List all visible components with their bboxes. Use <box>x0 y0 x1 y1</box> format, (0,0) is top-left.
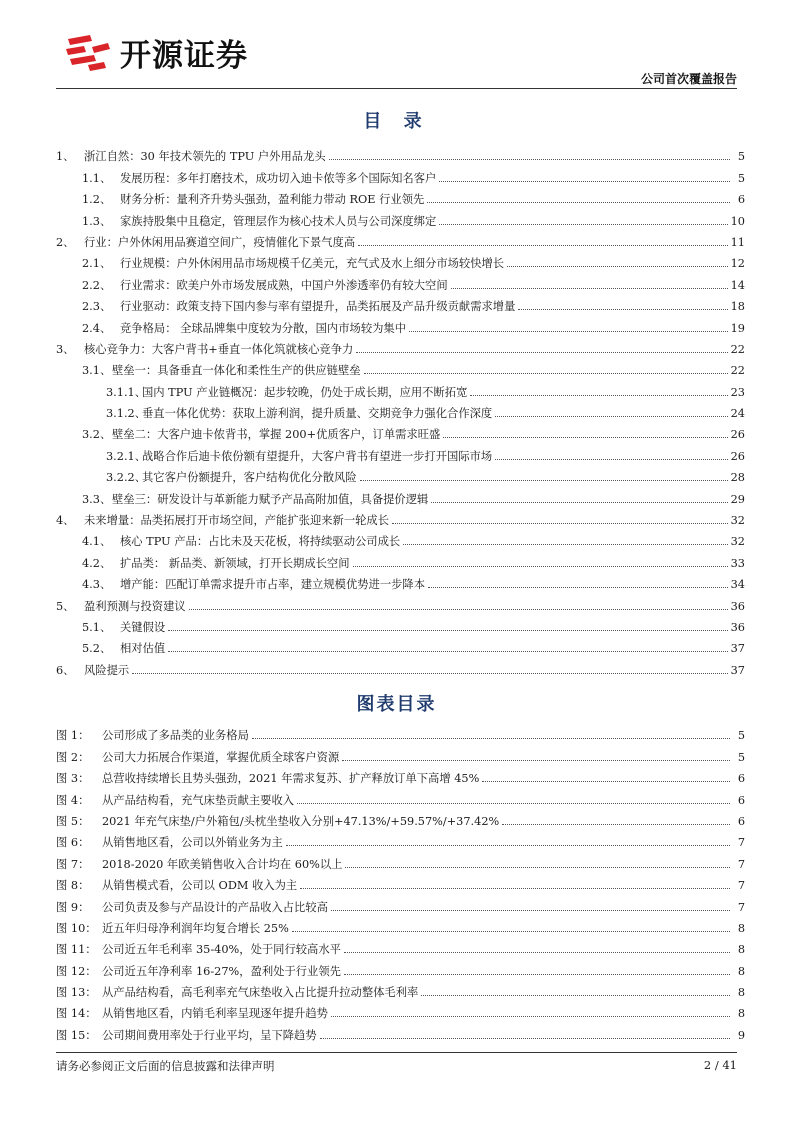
figure-entry-leader-dots <box>252 738 730 739</box>
toc-entry[interactable] <box>56 186 745 207</box>
toc-entry-num: 2、 <box>56 235 75 249</box>
report-type-label: 公司首次覆盖报告 <box>640 72 737 86</box>
toc-entry-leader-dots <box>168 630 727 631</box>
toc-entry-num: 3.1、 <box>82 364 112 378</box>
toc-entry-title: 其它客户份额提升，客户结构优化分散风险 <box>142 471 357 485</box>
toc-entry-page: 22 <box>730 342 745 356</box>
figure-entry-page: 8 <box>737 943 745 957</box>
toc-entry-num: 2.3、 <box>82 300 112 314</box>
figure-entry-page: 9 <box>737 1028 745 1042</box>
toc-entry-page: 32 <box>730 535 745 549</box>
toc-entry-num: 5.1、 <box>82 620 112 634</box>
footer-divider <box>56 1052 737 1053</box>
figure-entry[interactable] <box>56 957 745 978</box>
figure-entry-page: 7 <box>737 879 745 893</box>
toc-entry-leader-dots <box>329 159 730 160</box>
toc-entry-leader-dots <box>451 288 728 289</box>
toc-entry[interactable] <box>56 464 745 485</box>
figure-entry-title: 公司大力拓展合作渠道，掌握优质全球客户资源 <box>102 750 340 764</box>
toc-entry[interactable] <box>56 656 745 677</box>
toc-entry-num: 3.1.1、 <box>106 385 147 399</box>
toc-entry-page: 14 <box>730 278 745 292</box>
toc-entry[interactable] <box>56 549 745 570</box>
figure-entry-num: 图 2： <box>56 750 90 764</box>
toc-entry-leader-dots <box>358 245 727 246</box>
figure-entry-title: 近五年归母净利润年均复合增长 25% <box>102 921 289 935</box>
toc-entry-page: 23 <box>730 385 745 399</box>
figure-entry-leader-dots <box>344 974 730 975</box>
toc-entry-page: 28 <box>730 471 745 485</box>
toc-entry-leader-dots <box>470 395 727 396</box>
toc-entry-title: 扩品类： 新品类、新领域，打开长期成长空间 <box>120 556 350 570</box>
toc-entry-num: 4、 <box>56 514 75 528</box>
figure-entry-page: 8 <box>737 986 745 1000</box>
toc-entry-title: 壁垒二：大客户迪卡侬背书，掌握 200+优质客户，订单需求旺盛 <box>112 428 441 442</box>
toc-entry[interactable] <box>56 336 745 357</box>
toc-entry[interactable] <box>56 485 745 506</box>
toc-entry-title: 壁垒一：具备垂直一体化和柔性生产的供应链壁垒 <box>112 364 361 378</box>
toc-entry-num: 1、 <box>56 150 75 164</box>
toc-entry-leader-dots <box>427 202 730 203</box>
toc-entry-title: 核心竞争力：大客户背书+垂直一体化筑就核心竞争力 <box>84 342 354 356</box>
toc-entry-page: 10 <box>730 214 745 228</box>
toc-entry-leader-dots <box>409 331 728 332</box>
toc-entry-page: 24 <box>730 407 745 421</box>
figure-entry[interactable] <box>56 915 745 936</box>
brand-name: 开源证券 <box>120 38 248 74</box>
toc-entry-leader-dots <box>518 309 727 310</box>
figure-entry-title: 公司近五年净利率 16-27%，盈利处于行业领先 <box>102 964 341 978</box>
toc-entry[interactable] <box>56 400 745 421</box>
toc-entry-num: 5.2、 <box>82 642 112 656</box>
toc-entry-num: 4.2、 <box>82 556 112 570</box>
toc-entry-title: 未来增量：品类拓展打开市场空间，产能扩张迎来新一轮成长 <box>84 514 390 528</box>
toc-entry[interactable] <box>56 592 745 613</box>
toc-entry-page: 34 <box>730 578 745 592</box>
figure-entry-page: 8 <box>737 964 745 978</box>
figure-entry-page: 5 <box>737 750 745 764</box>
toc-entry-num: 2.4、 <box>82 321 112 335</box>
toc-entry-title: 行业驱动：政策支持下国内参与率有望提升，品类拓展及产品升级贡献需求增量 <box>120 300 516 314</box>
figure-entry-num: 图 5： <box>56 814 90 828</box>
toc-entry-title: 关键假设 <box>120 620 166 634</box>
toc-entry-title: 国内 TPU 产业链概况：起步较晚，仍处于成长期，应用不断拓宽 <box>142 385 468 399</box>
toc-entry-num: 3.3、 <box>82 492 112 506</box>
toc-entry-leader-dots <box>364 373 728 374</box>
page-indicator: 2 / 41 <box>703 1058 737 1072</box>
figure-entry-num: 图 8： <box>56 879 90 893</box>
figure-entry-num: 图 12： <box>56 964 97 978</box>
toc-entry[interactable] <box>56 143 745 164</box>
toc-entry-title: 行业需求：欧美户外市场发展成熟，中国户外渗透率仍有较大空间 <box>120 278 448 292</box>
toc-entry-leader-dots <box>507 266 728 267</box>
toc-entry-page: 5 <box>737 150 745 164</box>
toc-entry-title: 核心 TPU 产品：占比未及天花板，将持续驱动公司成长 <box>120 535 401 549</box>
figure-entry-num: 图 7： <box>56 857 90 871</box>
toc-entry[interactable] <box>56 421 745 442</box>
figure-entry[interactable] <box>56 808 745 829</box>
toc-entry-page: 18 <box>730 300 745 314</box>
brand-logo <box>64 30 248 75</box>
figure-entry-num: 图 11： <box>56 943 97 957</box>
toc-entry-leader-dots <box>360 480 728 481</box>
toc-entry[interactable] <box>56 614 745 635</box>
toc-entry-title: 风险提示 <box>84 663 130 677</box>
toc-entry-leader-dots <box>495 416 727 417</box>
toc-entry[interactable] <box>56 635 745 656</box>
figure-entry-title: 从产品结构看，高毛利率充气床垫收入占比提升拉动整体毛利率 <box>102 986 419 1000</box>
figure-entry-num: 图 4： <box>56 793 90 807</box>
figure-entry-page: 5 <box>737 729 745 743</box>
figure-entry[interactable] <box>56 765 745 786</box>
toc-entry[interactable] <box>56 271 745 292</box>
toc-entry-page: 32 <box>730 514 745 528</box>
figure-entry-title: 公司形成了多品类的业务格局 <box>102 729 249 743</box>
figure-entry[interactable] <box>56 850 745 871</box>
figure-entry-page: 6 <box>737 793 745 807</box>
figure-entry-page: 7 <box>737 857 745 871</box>
brand-logo-mark-icon <box>64 33 112 73</box>
toc-entry-title: 竞争格局： 全球品牌集中度较为分散，国内市场较为集中 <box>120 321 407 335</box>
toc-entry[interactable] <box>56 507 745 528</box>
toc-entry[interactable] <box>56 207 745 228</box>
toc-entry-num: 4.3、 <box>82 578 112 592</box>
toc-entry[interactable] <box>56 378 745 399</box>
toc-entry-page: 33 <box>730 556 745 570</box>
toc-entry-title: 垂直一体化优势：获取上游利润，提升质量、交期竞争力强化合作深度 <box>142 407 493 421</box>
figure-entry[interactable] <box>56 1021 745 1042</box>
toc-entry-num: 2.2、 <box>82 278 112 292</box>
toc-entry-num: 3.2.1、 <box>106 449 147 463</box>
toc-entry-num: 4.1、 <box>82 535 112 549</box>
toc-entry-page: 19 <box>730 321 745 335</box>
header-divider <box>56 88 737 89</box>
toc-entry-num: 1.1、 <box>82 171 112 185</box>
figure-list <box>56 722 745 1043</box>
toc-entry-num: 2.1、 <box>82 257 112 271</box>
figure-entry-leader-dots <box>286 845 730 846</box>
toc-entry-leader-dots <box>353 566 728 567</box>
figure-entry-num: 图 13： <box>56 986 97 1000</box>
table-of-contents <box>56 143 745 678</box>
toc-entry-title: 壁垒三：研发设计与革新能力赋予产品高附加值，具备提价逻辑 <box>112 492 429 506</box>
toc-entry-page: 12 <box>730 257 745 271</box>
toc-entry-leader-dots <box>403 544 727 545</box>
figure-entry-title: 2021 年充气床垫/户外箱包/头枕坐垫收入分别+47.13%/+59.57%/+37.42% <box>102 814 500 828</box>
figure-entry-leader-dots <box>345 867 730 868</box>
toc-entry[interactable] <box>56 528 745 549</box>
figure-entry-num: 图 14： <box>56 1007 97 1021</box>
toc-entry-leader-dots <box>495 459 727 460</box>
figure-entry-leader-dots <box>331 910 730 911</box>
figure-entry[interactable] <box>56 829 745 850</box>
toc-entry-leader-dots <box>132 673 727 674</box>
figure-entry-title: 公司近五年毛利率 35-40%，处于同行较高水平 <box>102 943 341 957</box>
toc-entry-page: 29 <box>730 492 745 506</box>
figure-entry-title: 从销售地区看，内销毛利率呈现逐年提升趋势 <box>102 1007 328 1021</box>
toc-entry-num: 3.2.2、 <box>106 471 147 485</box>
toc-entry-page: 36 <box>730 620 745 634</box>
toc-entry-num: 3、 <box>56 342 75 356</box>
toc-entry-num: 1.2、 <box>82 193 112 207</box>
toc-entry-page: 6 <box>737 193 745 207</box>
figure-entry[interactable] <box>56 786 745 807</box>
figure-entry-leader-dots <box>482 781 730 782</box>
toc-heading: 目 录 <box>363 111 430 132</box>
toc-entry[interactable] <box>56 164 745 185</box>
toc-entry-leader-dots <box>189 609 728 610</box>
figure-entry[interactable] <box>56 722 745 743</box>
figure-entry-num: 图 15： <box>56 1028 97 1042</box>
figure-entry[interactable] <box>56 979 745 1000</box>
figure-entry-leader-dots <box>297 803 730 804</box>
toc-entry-page: 37 <box>730 663 745 677</box>
figure-entry[interactable] <box>56 936 745 957</box>
figure-entry-leader-dots <box>331 1016 730 1017</box>
figure-entry-num: 图 6： <box>56 836 90 850</box>
toc-entry[interactable] <box>56 314 745 335</box>
figure-entry[interactable] <box>56 743 745 764</box>
toc-entry[interactable] <box>56 442 745 463</box>
toc-entry-num: 3.1.2、 <box>106 407 147 421</box>
toc-entry-leader-dots <box>443 437 727 438</box>
figure-entry-page: 7 <box>737 836 745 850</box>
figure-entry-title: 总营收持续增长且势头强劲，2021 年需求复苏、扩产释放订单下高增 45% <box>102 772 480 786</box>
figure-entry-title: 2018-2020 年欧美销售收入合计均在 60%以上 <box>102 857 343 871</box>
toc-entry-title: 家族持股集中且稳定，管理层作为核心技术人员与公司深度绑定 <box>120 214 437 228</box>
toc-entry[interactable] <box>56 571 745 592</box>
toc-entry-num: 1.3、 <box>82 214 112 228</box>
figure-entry-leader-dots <box>300 888 730 889</box>
toc-entry-page: 22 <box>730 364 745 378</box>
figure-entry-num: 图 10： <box>56 921 97 935</box>
figure-entry-title: 公司负责及参与产品设计的产品收入占比较高 <box>102 900 328 914</box>
toc-entry-page: 11 <box>730 235 745 249</box>
figure-entry-leader-dots <box>320 1038 730 1039</box>
figure-entry[interactable] <box>56 872 745 893</box>
figure-entry-page: 8 <box>737 1007 745 1021</box>
toc-entry-leader-dots <box>439 224 727 225</box>
toc-entry-num: 5、 <box>56 599 75 613</box>
toc-entry-page: 26 <box>730 449 745 463</box>
figure-entry-title: 公司期间费用率处于行业平均，呈下降趋势 <box>102 1028 317 1042</box>
toc-entry-title: 行业：户外休闲用品赛道空间广，疫情催化下景气度高 <box>84 235 356 249</box>
toc-entry-title: 增产能：匹配订单需求提升市占率，建立规模优势进一步降本 <box>120 578 426 592</box>
figure-entry-leader-dots <box>421 995 730 996</box>
toc-entry-leader-dots <box>428 587 728 588</box>
toc-entry-leader-dots <box>168 651 727 652</box>
toc-entry-title: 发展历程：多年打磨技术，成功切入迪卡侬等多个国际知名客户 <box>120 171 437 185</box>
toc-entry-title: 相对估值 <box>120 642 166 656</box>
toc-entry-title: 盈利预测与投资建议 <box>84 599 186 613</box>
toc-entry-page: 5 <box>737 171 745 185</box>
figure-entry-num: 图 1： <box>56 729 90 743</box>
toc-entry-title: 战略合作后迪卡侬份额有望提升，大客户背书有望进一步打开国际市场 <box>142 449 493 463</box>
toc-entry[interactable] <box>56 229 745 250</box>
toc-entry-title: 行业规模：户外休闲用品市场规模千亿美元，充气式及水上细分市场较快增长 <box>120 257 505 271</box>
toc-entry-num: 3.2、 <box>82 428 112 442</box>
figure-entry-page: 7 <box>737 900 745 914</box>
toc-entry[interactable] <box>56 250 745 271</box>
figure-entry-page: 6 <box>737 772 745 786</box>
figure-entry-leader-dots <box>344 952 730 953</box>
toc-entry-num: 6、 <box>56 663 75 677</box>
figure-entry[interactable] <box>56 893 745 914</box>
figure-entry-title: 从产品结构看，充气床垫贡献主要收入 <box>102 793 295 807</box>
toc-entry-page: 36 <box>730 599 745 613</box>
figure-entry-num: 图 9： <box>56 900 90 914</box>
toc-entry-leader-dots <box>439 181 730 182</box>
toc-entry-page: 26 <box>730 428 745 442</box>
toc-entry-title: 财务分析：量利齐升势头强劲，盈利能力带动 ROE 行业领先 <box>120 193 425 207</box>
figure-entry-title: 从销售模式看，公司以 ODM 收入为主 <box>102 879 298 893</box>
toc-entry-title: 浙江自然：30 年技术领先的 TPU 户外用品龙头 <box>84 150 326 164</box>
toc-entry-leader-dots <box>392 523 728 524</box>
toc-entry-leader-dots <box>431 502 727 503</box>
figure-entry-leader-dots <box>502 824 730 825</box>
figure-entry-page: 6 <box>737 814 745 828</box>
figure-entry-num: 图 3： <box>56 772 90 786</box>
figure-entry[interactable] <box>56 1000 745 1021</box>
toc-entry[interactable] <box>56 357 745 378</box>
toc-entry[interactable] <box>56 293 745 314</box>
figure-entry-leader-dots <box>342 760 730 761</box>
footer-disclaimer: 请务必参阅正文后面的信息披露和法律声明 <box>56 1059 275 1073</box>
figure-entry-title: 从销售地区看，公司以外销业务为主 <box>102 836 283 850</box>
figures-heading: 图表目录 <box>356 694 437 715</box>
figure-entry-leader-dots <box>292 931 730 932</box>
toc-entry-page: 37 <box>730 642 745 656</box>
toc-entry-leader-dots <box>356 352 727 353</box>
figure-entry-page: 8 <box>737 921 745 935</box>
